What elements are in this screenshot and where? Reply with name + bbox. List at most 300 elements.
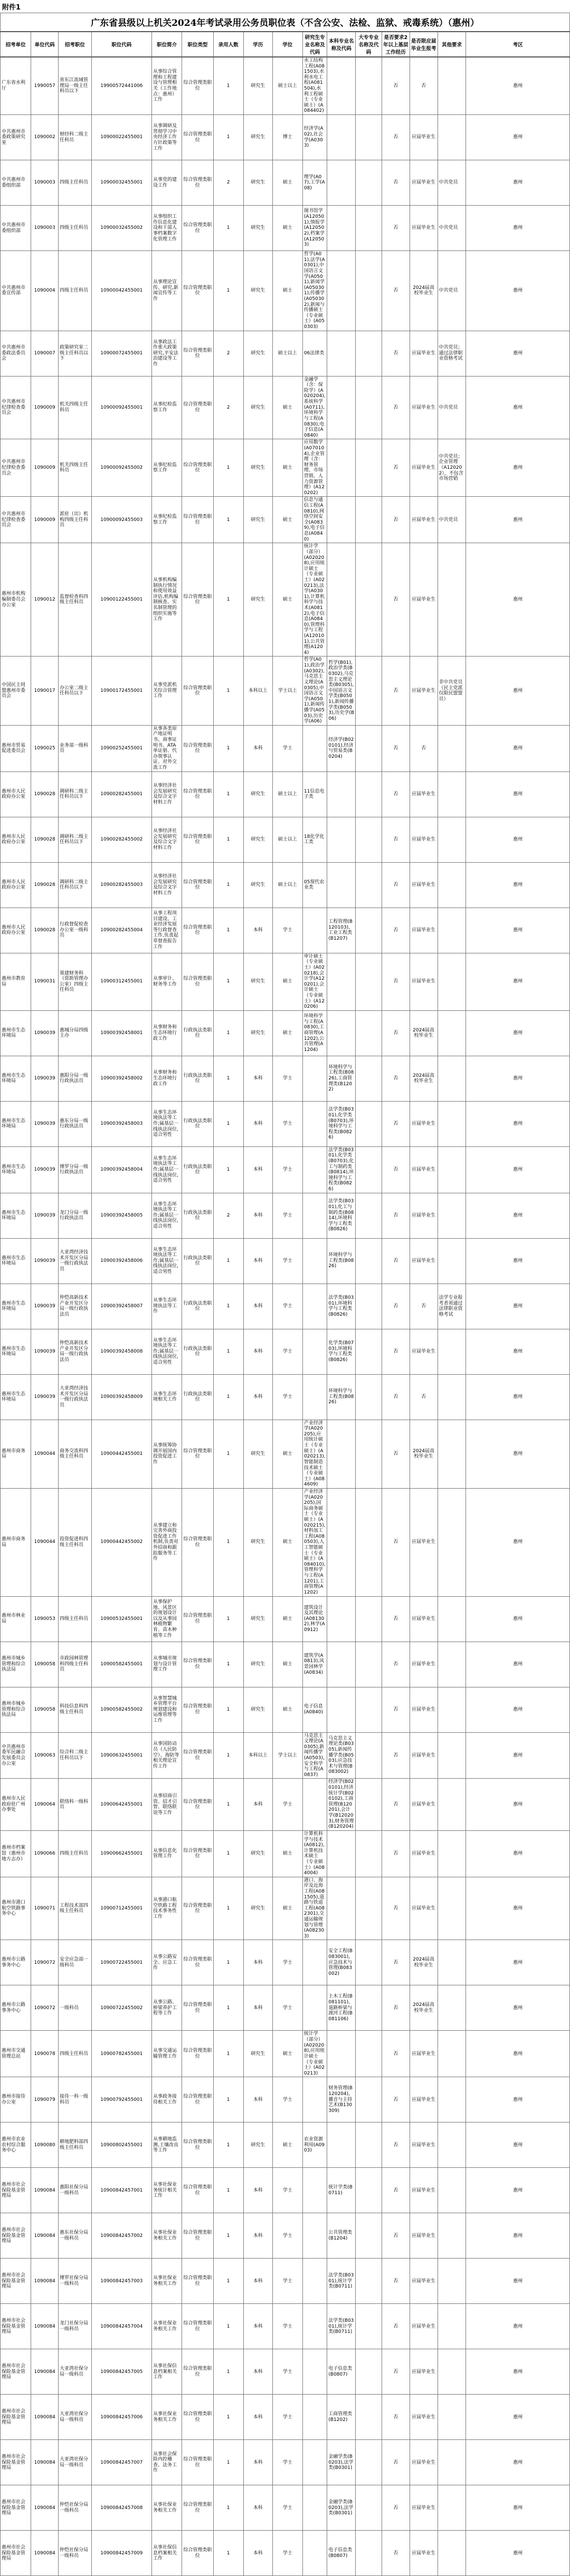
table-cell: 本科: [243, 1238, 272, 1284]
table-cell: 研究生: [243, 862, 272, 908]
table-cell: [302, 1329, 327, 1374]
table-cell: 从事信息化管理工作: [152, 1830, 182, 1877]
table-row: [1, 331, 570, 376]
table-cell: 10900282455003: [91, 862, 151, 908]
column-header-row: [1, 32, 570, 57]
table-cell: 从事社会保险内控稽查、法务工作: [152, 2440, 182, 2485]
table-cell: 否: [410, 57, 438, 115]
table-cell: 金融学类(B0203),法学类(B0301): [327, 2485, 356, 2531]
table-cell: 应届毕业生: [410, 160, 438, 206]
table-cell: 10900842457008: [91, 2485, 151, 2531]
table-cell: 惠州市教育局: [1, 953, 31, 1010]
column-header: 学位: [272, 32, 302, 57]
table-cell: 综合科二级主任科员以下: [59, 1732, 92, 1779]
table-cell: 应届毕业生: [410, 331, 438, 376]
table-cell: 1: [213, 2440, 243, 2485]
table-cell: 法学类(B0301),化工与制药类(B0814),环境科学与工程类(B0826): [327, 1193, 356, 1238]
table-cell: 否: [382, 2168, 410, 2213]
table-cell: 惠州市接待办公室: [1, 2077, 31, 2122]
table-cell: 研究生: [243, 1420, 272, 1488]
table-cell: 综合管理类职位: [182, 1420, 213, 1488]
table-cell: 惠州: [466, 771, 570, 817]
table-cell: [302, 2531, 327, 2576]
table-cell: 硕士以上: [272, 57, 302, 115]
table-row: [1, 251, 570, 331]
table-row: [1, 1374, 570, 1420]
table-cell: 否: [382, 1420, 410, 1488]
table-cell: 1: [213, 1642, 243, 1687]
table-cell: 1090084: [31, 2485, 59, 2531]
table-cell: [327, 1877, 356, 1940]
table-cell: [438, 1596, 466, 1642]
table-cell: 本科: [243, 1193, 272, 1238]
table-cell: 10900842457005: [91, 2349, 151, 2395]
table-cell: 工商管理类(B1202): [327, 2395, 356, 2440]
table-cell: 从事纪检监察工作: [152, 439, 182, 497]
table-cell: 2024届高校毕业生: [410, 1010, 438, 1056]
page-title: 广东省县级以上机关2024年考试录用公务员职位表（不含公安、法检、监狱、戒毒系统）（惠州）: [1, 13, 570, 32]
table-cell: [438, 1642, 466, 1687]
table-cell: 电子信息类(B0807): [327, 2531, 356, 2576]
table-cell: 惠州: [466, 1732, 570, 1779]
table-cell: 10900642455001: [91, 1779, 151, 1830]
table-cell: 10900092455002: [91, 439, 151, 497]
table-row: [1, 2304, 570, 2349]
table-cell: 综合管理类职位: [182, 2531, 213, 2576]
table-cell: 1090072: [31, 1940, 59, 1985]
table-cell: 从事生态环境执法等工作;属基层一线执法岗位,适合男性: [152, 1193, 182, 1238]
table-cell: 水工结构工程(A081503),水利水电工程(A081504),水利工程硕士（专业硕士）(A084402): [302, 57, 327, 115]
table-row: [1, 908, 570, 953]
table-cell: 10900842457007: [91, 2440, 151, 2485]
table-cell: 1: [213, 1940, 243, 1985]
table-cell: [356, 2531, 382, 2576]
table-cell: 1090028: [31, 862, 59, 908]
table-cell: 综合管理类职位: [182, 1642, 213, 1687]
table-cell: 惠州: [466, 1284, 570, 1329]
table-cell: 调研科二级主任科员以下: [59, 862, 92, 908]
table-cell: [302, 2213, 327, 2259]
table-cell: 惠阳分局一级行政执法员: [59, 1056, 92, 1101]
table-cell: 学士: [272, 1779, 302, 1830]
table-cell: 建筑设计及其理论(A081302),林学(A0912): [302, 1596, 327, 1642]
table-cell: [356, 1985, 382, 2031]
table-cell: [327, 543, 356, 657]
table-cell: 惠州: [466, 1596, 570, 1642]
table-cell: [327, 497, 356, 543]
table-cell: 硕士: [272, 1010, 302, 1056]
table-cell: 建筑学(A0813),风景园林学(A0834): [302, 1642, 327, 1687]
table-cell: [356, 1940, 382, 1985]
table-row: [1, 2531, 570, 2576]
table-cell: 否: [382, 1642, 410, 1687]
table-cell: 从事港口航空铁路工程技术事务性工作: [152, 1877, 182, 1940]
table-cell: 中共党员: [438, 160, 466, 206]
table-cell: [438, 2440, 466, 2485]
table-cell: 10900042455001: [91, 251, 151, 331]
table-cell: 本科: [243, 2168, 272, 2213]
table-cell: [438, 2031, 466, 2077]
table-cell: 法学类(B0301),环境科学与工程类(B0826): [327, 1284, 356, 1329]
table-cell: 惠州: [466, 1238, 570, 1284]
table-cell: 1090028: [31, 908, 59, 953]
table-cell: 综合管理类职位: [182, 2485, 213, 2531]
table-cell: [302, 1056, 327, 1101]
table-cell: 1: [213, 908, 243, 953]
table-cell: 综合管理类职位: [182, 2031, 213, 2077]
table-cell: [438, 1985, 466, 2031]
table-cell: 应届毕业生: [410, 1146, 438, 1193]
table-cell: 2: [213, 376, 243, 439]
table-cell: [327, 115, 356, 160]
table-cell: 综合管理类职位: [182, 1779, 213, 1830]
table-cell: 学士: [272, 1146, 302, 1193]
table-cell: 否: [382, 1940, 410, 1985]
table-cell: [302, 2168, 327, 2213]
table-cell: 2024届高校毕业生: [410, 1420, 438, 1488]
table-cell: 1: [213, 953, 243, 1010]
table-cell: 应届毕业生: [410, 376, 438, 439]
table-cell: [438, 1488, 466, 1596]
table-cell: 1: [213, 57, 243, 115]
table-cell: [438, 1010, 466, 1056]
table-cell: 中国民主同盟惠州市委员会: [1, 657, 31, 725]
table-cell: 2024届高校毕业生: [410, 1056, 438, 1101]
table-cell: 惠州市公路事务中心: [1, 1940, 31, 1985]
table-cell: 惠州: [466, 908, 570, 953]
table-cell: 研究生: [243, 1642, 272, 1687]
table-cell: 惠州: [466, 2168, 570, 2213]
table-cell: 1090039: [31, 1193, 59, 1238]
table-cell: 1: [213, 543, 243, 657]
table-cell: 应届毕业生: [410, 497, 438, 543]
table-cell: 从事政务接待相关工作: [152, 2077, 182, 2122]
table-cell: [438, 2168, 466, 2213]
table-cell: 1: [213, 1830, 243, 1877]
table-cell: 从事理论宣传、研究,新闻宣传等工作: [152, 251, 182, 331]
table-cell: 从事招商引资、招才引智、联络联谊等工作: [152, 1779, 182, 1830]
table-cell: 应届毕业生: [410, 2304, 438, 2349]
table-cell: 1: [213, 2304, 243, 2349]
table-cell: [327, 771, 356, 817]
table-cell: 惠城分局四级主办: [59, 1010, 92, 1056]
column-header: 职位类型: [182, 32, 213, 57]
table-cell: 市政园林管理科四级主任科员: [59, 1642, 92, 1687]
table-row: [1, 1596, 570, 1642]
table-row: [1, 1687, 570, 1732]
table-cell: 惠州: [466, 2349, 570, 2395]
table-cell: 综合管理类职位: [182, 439, 213, 497]
table-cell: 中共党员: [438, 251, 466, 331]
table-cell: 学士: [272, 2485, 302, 2531]
table-cell: 中共党员: [438, 206, 466, 251]
table-cell: [356, 1146, 382, 1193]
table-row: [1, 439, 570, 497]
table-cell: 从事党的建设工作: [152, 160, 182, 206]
table-cell: 1: [213, 1146, 243, 1193]
table-cell: 法学专业报考者须通过法律职业资格考试: [438, 1284, 466, 1329]
table-cell: 1: [213, 2168, 243, 2213]
table-cell: 大亚湾社保分局一级科员: [59, 2349, 92, 2395]
table-cell: 硕士: [272, 1877, 302, 1940]
table-cell: 中共惠州市委宣传部: [1, 251, 31, 331]
table-cell: 综合管理类职位: [182, 657, 213, 725]
table-cell: 1090039: [31, 1101, 59, 1146]
table-cell: 中共惠州市纪律检查委员会: [1, 376, 31, 439]
table-row: [1, 817, 570, 862]
table-cell: 大亚湾经济技术开发区分局一级行政执法员: [59, 1374, 92, 1420]
table-cell: 惠州: [466, 1374, 570, 1420]
table-cell: 哲学(B01),政治学类(B0302),马克思主义理论类(B0305),中国语言文学类(B0501),新闻传播学类(B0503),历史学(B06): [327, 657, 356, 725]
table-cell: 1090039: [31, 1329, 59, 1374]
table-cell: 经济学(B020101),经济统计学(B020102),工商管理(B120201),会计学(B120203),财务管理(B120204): [327, 1779, 356, 1830]
column-header: 职位代码: [91, 32, 151, 57]
table-cell: 研究生: [243, 1830, 272, 1877]
table-cell: 应届毕业生: [410, 115, 438, 160]
table-cell: 从事保护地、风景区的规划设计以及从事园林植物繁育、苗木种植等工作: [152, 1596, 182, 1642]
table-cell: 10900712455001: [91, 1877, 151, 1940]
table-cell: 本科: [243, 725, 272, 771]
table-cell: 1: [213, 771, 243, 817]
table-cell: [327, 1010, 356, 1056]
table-cell: 学士: [272, 1238, 302, 1284]
table-cell: 财经科二级主任科员: [59, 115, 92, 160]
table-cell: 惠阳社保分局一级科员: [59, 2168, 92, 2213]
table-cell: 否: [382, 543, 410, 657]
table-cell: 学士: [272, 1985, 302, 2031]
table-cell: [356, 771, 382, 817]
table-cell: 1090079: [31, 2077, 59, 2122]
table-cell: 从事财务和生态环境行政工作: [152, 1010, 182, 1056]
table-cell: 10900392458009: [91, 1374, 151, 1420]
table-cell: 否: [382, 1056, 410, 1101]
table-cell: 从事调研及贯彻学习中央经济工作方针政策等工作: [152, 115, 182, 160]
table-cell: 综合管理类职位: [182, 817, 213, 862]
table-cell: 1: [213, 1877, 243, 1940]
table-cell: 本科: [243, 1056, 272, 1101]
table-cell: 应届毕业生: [410, 2168, 438, 2213]
table-cell: 龙门社保分局一级科员: [59, 2304, 92, 2349]
table-cell: 研究生: [243, 1877, 272, 1940]
table-cell: 港口、海岸及近海工程(A081505),道路与铁道工程(A082301),交通运输规划与管理(A082303): [302, 1877, 327, 1940]
table-cell: 研究生: [243, 1687, 272, 1732]
table-cell: 1090072: [31, 1985, 59, 2031]
table-cell: 惠州: [466, 1193, 570, 1238]
table-cell: 环境科学与工程类(B0826): [327, 1238, 356, 1284]
table-cell: 2: [213, 331, 243, 376]
table-cell: 否: [382, 1146, 410, 1193]
table-row: [1, 1010, 570, 1056]
table-row: [1, 1779, 570, 1830]
table-cell: 统计学（部分）(A020208),应用统计硕士（专业硕士）(A020213),法学(A0301),计算机科学与技术(A0812),电子信息(A0840),管理科学与工程(A120101),公共管理(A1204): [302, 543, 327, 657]
column-header: 学历: [243, 32, 272, 57]
table-cell: 研究生: [243, 206, 272, 251]
table-cell: [438, 1238, 466, 1284]
table-cell: 公共管理类(B1204): [327, 2213, 356, 2259]
table-cell: [356, 1687, 382, 1732]
table-cell: 应届毕业生: [410, 543, 438, 657]
table-cell: 大亚湾社保分局一级科员: [59, 2395, 92, 2440]
table-cell: [438, 1193, 466, 1238]
table-cell: 本科: [243, 2349, 272, 2395]
table-cell: 学士: [272, 2259, 302, 2304]
table-cell: 调研科二级主任科员以下: [59, 817, 92, 862]
table-cell: [356, 1101, 382, 1146]
table-row: [1, 2168, 570, 2213]
table-cell: 学士: [272, 2440, 302, 2485]
table-cell: 本科: [243, 1779, 272, 1830]
table-cell: 1: [213, 725, 243, 771]
table-cell: 否: [382, 1374, 410, 1420]
table-cell: [356, 2259, 382, 2304]
table-cell: 惠州: [466, 725, 570, 771]
table-cell: 研究生: [243, 2031, 272, 2077]
table-cell: [356, 543, 382, 657]
table-cell: 否: [382, 2259, 410, 2304]
table-cell: 否: [382, 1329, 410, 1374]
table-cell: 行政执法类职位: [182, 1146, 213, 1193]
table-cell: 惠州市生态环境局: [1, 1101, 31, 1146]
table-cell: 1090084: [31, 2168, 59, 2213]
table-cell: 否: [410, 1284, 438, 1329]
table-cell: 研究生: [243, 1010, 272, 1056]
table-cell: 惠州: [466, 1830, 570, 1877]
table-cell: 1: [213, 2031, 243, 2077]
table-cell: [302, 1146, 327, 1193]
table-cell: [438, 953, 466, 1010]
table-cell: 仲恺高新技术产业开发区分局一级行政执法员: [59, 1329, 92, 1374]
table-cell: 10900312455001: [91, 953, 151, 1010]
table-cell: [327, 1420, 356, 1488]
table-cell: 否: [382, 2531, 410, 2576]
table-cell: [438, 2349, 466, 2395]
table-cell: 2024届高校毕业生: [410, 1940, 438, 1985]
table-row: [1, 1940, 570, 1985]
column-header: 单位代码: [31, 32, 59, 57]
table-cell: 10900072455001: [91, 331, 151, 376]
table-cell: 否: [382, 2349, 410, 2395]
table-cell: [327, 57, 356, 115]
table-cell: 电子信息(A0840): [302, 1687, 327, 1732]
table-cell: 硕士以上: [272, 331, 302, 376]
table-cell: 业务部一级科员: [59, 725, 92, 771]
table-cell: 硕士: [272, 1830, 302, 1877]
table-cell: 10900842457009: [91, 2531, 151, 2576]
table-cell: 硕士: [272, 160, 302, 206]
table-cell: 1: [213, 2349, 243, 2395]
table-cell: 学士: [272, 1940, 302, 1985]
table-cell: 马克思主义理论(A0305),新闻传播学(A0503),安全科学与工程(A0837): [302, 1732, 327, 1779]
column-header: 是否要求2年以上基层工作经历: [382, 32, 410, 57]
table-cell: 研究生: [243, 817, 272, 862]
table-cell: 从事社保信息档案相关工作: [152, 2349, 182, 2395]
table-cell: [356, 1056, 382, 1101]
table-cell: 研究生: [243, 2122, 272, 2168]
table-cell: [438, 1940, 466, 1985]
table-cell: 10900092455003: [91, 497, 151, 543]
table-row: [1, 2485, 570, 2531]
table-cell: 学士: [272, 2531, 302, 2576]
table-cell: 四级主任科员: [59, 160, 92, 206]
table-cell: [356, 1488, 382, 1596]
table-cell: [327, 1830, 356, 1877]
column-header: 职位简介: [152, 32, 182, 57]
table-cell: 否: [382, 57, 410, 115]
table-cell: 否: [410, 725, 438, 771]
table-cell: [302, 1193, 327, 1238]
table-cell: 学士: [272, 2395, 302, 2440]
table-cell: 1090039: [31, 1238, 59, 1284]
table-cell: 10900842457001: [91, 2168, 151, 2213]
table-cell: [438, 1374, 466, 1420]
table-cell: 学士: [272, 1101, 302, 1146]
table-cell: 应届毕业生: [410, 2077, 438, 2122]
table-cell: 硕士以上: [272, 771, 302, 817]
column-header: 招考职位: [59, 32, 92, 57]
table-cell: 硕士: [272, 1596, 302, 1642]
table-cell: 否: [382, 1010, 410, 1056]
table-cell: 中共惠州市委军民融合发展委员会办公室: [1, 1732, 31, 1779]
table-cell: 1090084: [31, 2440, 59, 2485]
table-cell: 联络科一级科员: [59, 1779, 92, 1830]
table-cell: 从事生态环境执法等工作;属基层一线执法岗位,适合男性: [152, 1238, 182, 1284]
table-cell: 惠州: [466, 1146, 570, 1193]
table-cell: [356, 1284, 382, 1329]
table-cell: [438, 725, 466, 771]
table-cell: 从事社保信息档案相关工作: [152, 2531, 182, 2576]
table-row: [1, 2077, 570, 2122]
table-cell: 10900792455001: [91, 2077, 151, 2122]
table-cell: 法学类(B0301),化学类(B0703),环境科学与工程类(B0826): [327, 1101, 356, 1146]
table-cell: 四级主任科员: [59, 251, 92, 331]
table-cell: [356, 2077, 382, 2122]
table-cell: [302, 2304, 327, 2349]
table-cell: 否: [382, 439, 410, 497]
table-cell: 1: [213, 862, 243, 908]
table-cell: 从事党派机关综合管理工作: [152, 657, 182, 725]
table-cell: [356, 376, 382, 439]
table-row: [1, 160, 570, 206]
table-cell: 惠州市社会保险基金管理局: [1, 2440, 31, 2485]
table-cell: 从事纪检监察工作: [152, 497, 182, 543]
table-cell: 10900122455001: [91, 543, 151, 657]
table-cell: [438, 1779, 466, 1830]
table-cell: 10900532455001: [91, 1596, 151, 1642]
table-cell: 本科: [243, 2531, 272, 2576]
table-cell: 1090012: [31, 543, 59, 657]
table-cell: 1090084: [31, 2304, 59, 2349]
table-cell: 惠州: [466, 1687, 570, 1732]
table-cell: [438, 57, 466, 115]
table-cell: 10900392458006: [91, 1238, 151, 1284]
table-cell: 从事经济社会发展研究及综合文字材料工作: [152, 862, 182, 908]
table-cell: 惠州市人民政府驻广州办事处: [1, 1779, 31, 1830]
table-cell: 中共惠州市委组织部: [1, 160, 31, 206]
table-cell: 惠州: [466, 862, 570, 908]
table-cell: 硕士: [272, 439, 302, 497]
table-cell: [356, 862, 382, 908]
table-cell: 研究生: [243, 251, 272, 331]
table-cell: 1090084: [31, 2395, 59, 2440]
table-cell: 05现代农业类: [302, 862, 327, 908]
table-body: [1, 57, 570, 2576]
table-cell: [327, 1488, 356, 1596]
table-cell: [438, 2122, 466, 2168]
table-cell: [302, 1101, 327, 1146]
table-cell: 惠州: [466, 251, 570, 331]
table-cell: 耕地肥料部四级主任科员: [59, 2122, 92, 2168]
table-cell: 图书馆学(A120501),情报学(A120502),档案学(A120503): [302, 206, 327, 251]
